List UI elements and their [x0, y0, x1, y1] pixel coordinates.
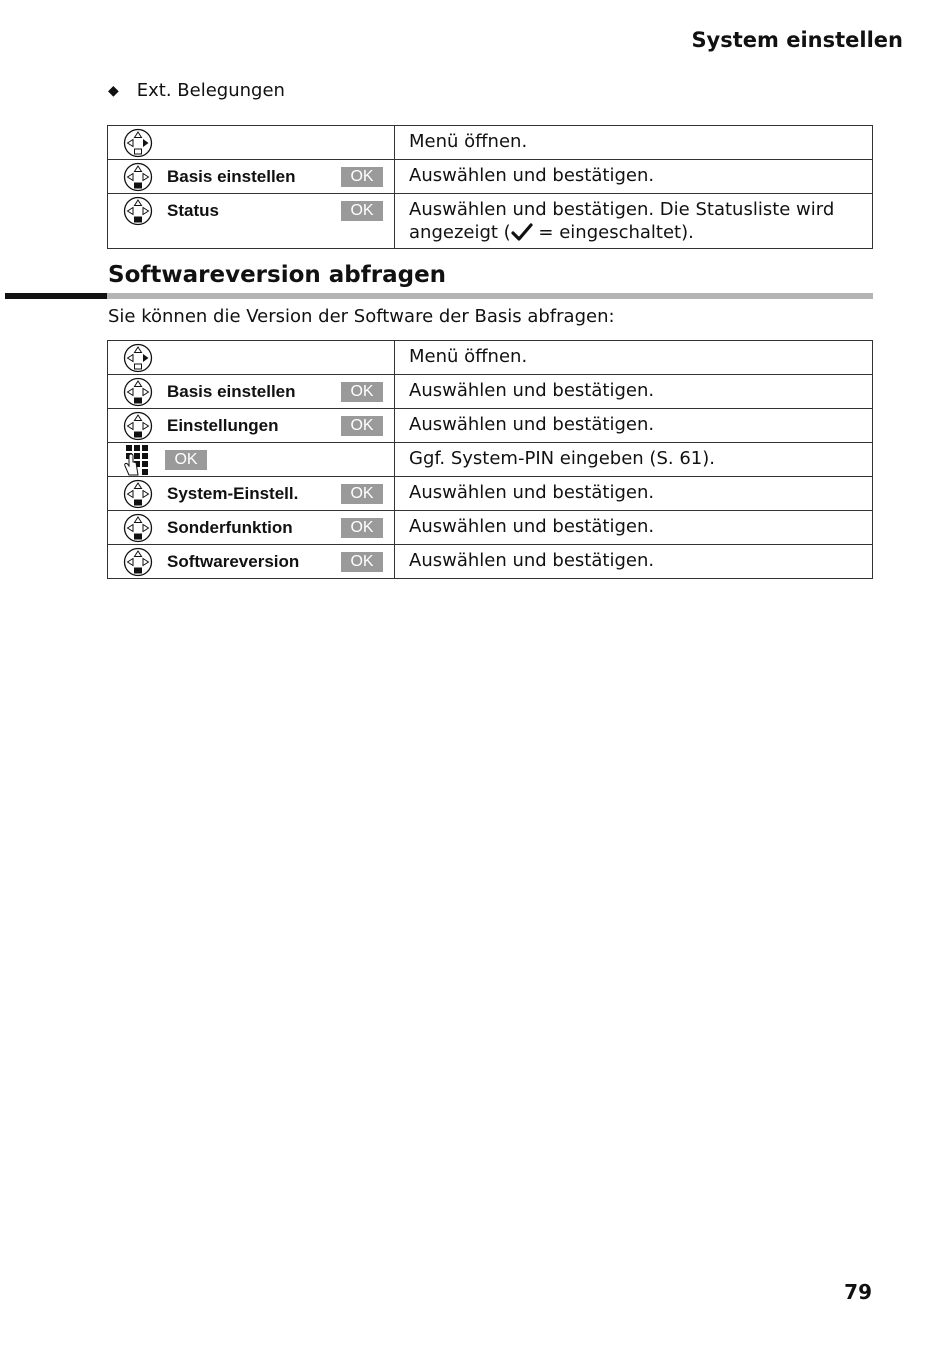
table-row-description: Ggf. System-PIN eingeben (S. 61). — [395, 443, 873, 477]
menu-action-label: Status — [167, 200, 219, 220]
nav-key-icon — [123, 479, 153, 509]
ok-key-label: OK — [165, 450, 207, 470]
description-text-before: Auswählen und bestätigen. Die Statusliste wird angezeigt ( — [409, 199, 835, 243]
menu-action-label: System-Einstell. — [167, 483, 299, 503]
table-row-description: Auswählen und bestätigen. — [395, 511, 873, 545]
ok-key-label: OK — [341, 416, 383, 436]
table-row — [108, 477, 873, 511]
ok-key-label: OK — [341, 552, 383, 572]
checkmark-icon — [511, 223, 533, 241]
section-title: Softwareversion abfragen — [108, 262, 447, 288]
table-row-description: Menü öffnen. — [395, 341, 873, 375]
table-row — [108, 443, 873, 477]
ok-key-label: OK — [341, 382, 383, 402]
ok-key-label: OK — [341, 518, 383, 538]
table-row — [108, 409, 873, 443]
bullet-item — [108, 80, 285, 101]
table-row — [108, 375, 873, 409]
nav-key-icon — [123, 162, 153, 192]
section-intro: Sie können die Version der Software der Basis abfragen: — [108, 306, 615, 327]
menu-action-label: Einstellungen — [167, 415, 279, 435]
diamond-bullet-icon: ◆ — [108, 82, 119, 99]
page-number: 79 — [844, 1280, 872, 1304]
menu-action-label: Softwareversion — [167, 551, 300, 571]
description-text-after: = eingeschaltet). — [532, 222, 694, 243]
table-row — [108, 194, 873, 249]
table-row-description: Auswählen und bestätigen. — [395, 160, 873, 194]
menu-action-label: Basis einstellen — [167, 166, 296, 186]
ok-key-label: OK — [341, 201, 383, 221]
nav-key-icon — [123, 547, 153, 577]
table-row-description: Auswählen und bestätigen. — [395, 545, 873, 579]
menu-action-label: Basis einstellen — [167, 381, 296, 401]
table-row — [108, 545, 873, 579]
table-row-description: Auswählen und bestätigen. — [395, 409, 873, 443]
keypad-icon — [123, 444, 157, 476]
ok-key-label: OK — [341, 167, 383, 187]
menu-action-label: Sonderfunktion — [167, 517, 293, 537]
table-row-description — [395, 194, 873, 249]
steps-table-1 — [107, 125, 873, 249]
nav-key-icon — [123, 411, 153, 441]
table-row-description: Auswählen und bestätigen. — [395, 477, 873, 511]
steps-table-2 — [107, 340, 873, 579]
table-row-description: Auswählen und bestätigen. — [395, 375, 873, 409]
table-row — [108, 341, 873, 375]
ok-key-label: OK — [341, 484, 383, 504]
section-rule — [107, 293, 873, 299]
bullet-item-text: Ext. Belegungen — [136, 80, 285, 101]
nav-key-icon — [123, 377, 153, 407]
table-row — [108, 511, 873, 545]
section-rule-accent — [5, 293, 107, 299]
nav-key-icon — [123, 513, 153, 543]
running-header-title: System einstellen — [691, 28, 903, 52]
table-row — [108, 160, 873, 194]
nav-key-right-icon — [123, 128, 153, 158]
table-row-description: Menü öffnen. — [395, 126, 873, 160]
nav-key-icon — [123, 196, 153, 226]
table-row — [108, 126, 873, 160]
nav-key-right-icon — [123, 343, 153, 373]
